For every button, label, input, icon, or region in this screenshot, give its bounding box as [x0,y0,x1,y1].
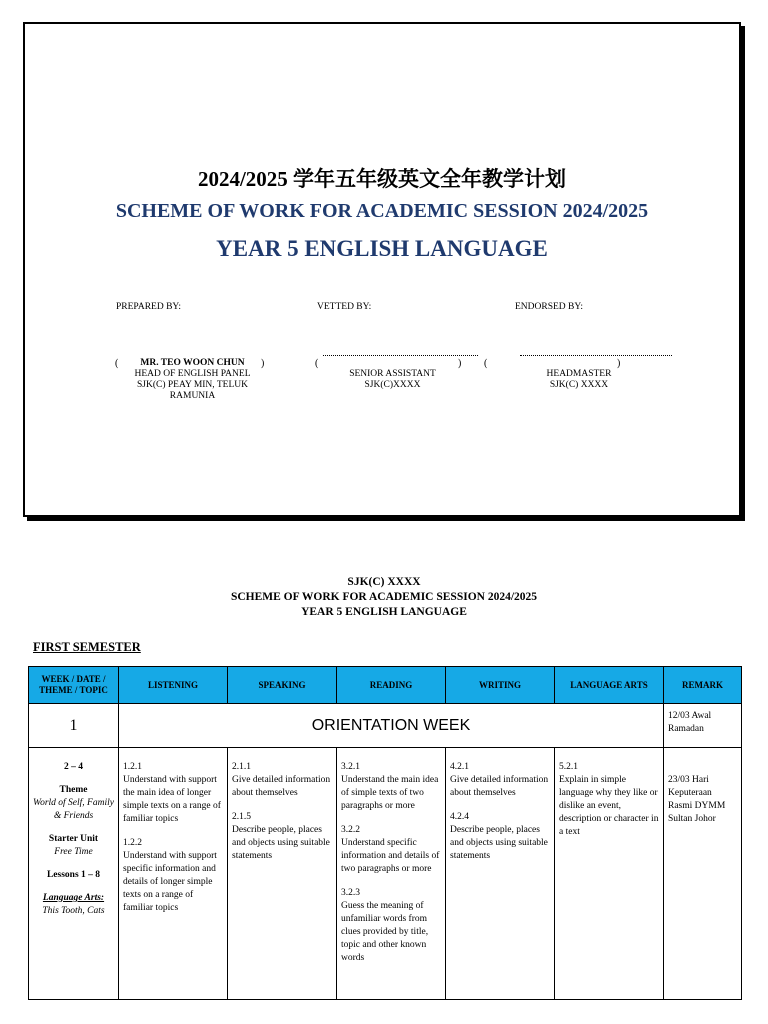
col-header-week: WEEK / DATE / THEME / TOPIC [29,667,119,704]
theme-label: Theme [59,785,88,795]
remark-cell: 23/03 Hari Keputeraan Rasmi DYMM Sultan Johor [664,748,742,1000]
header-school: SJK(C) XXXX [347,576,421,588]
standard-text: Guess the meaning of unfamiliar words from clues provided by title, topic and other known words [341,901,429,963]
speaking-cell [228,748,337,1000]
table-row [29,704,742,748]
lessons-range: Lessons 1 – 8 [46,870,101,880]
standard-text: Understand the main idea of simple texts of two paragraphs or more [341,775,439,811]
standard-code: 4.2.1 [450,762,469,772]
standard-code: 1.2.1 [123,762,142,772]
standard-code: 4.2.4 [450,812,469,822]
vetted-signature-line [323,355,478,356]
vetted-by-label: VETTED BY: [317,302,372,312]
unit-label: Starter Unit [48,834,99,844]
endorsed-paren-open: ( [484,358,488,369]
cover-title-scheme: SCHEME OF WORK FOR ACADEMIC SESSION 2024/2025 [115,200,649,222]
col-header-language-arts: LANGUAGE ARTS [555,667,664,704]
standard-text: Explain in simple language why they like or dislike an event, description or character in a text [559,775,659,837]
scheme-of-work-table [28,666,742,1000]
col-header-reading: READING [337,667,446,704]
vetted-role: SENIOR ASSISTANT [349,369,436,379]
unit-value: Free Time [54,847,93,857]
standard-code: 3.2.3 [341,888,360,898]
writing-cell [446,748,555,1000]
standard-code: 2.1.5 [232,812,251,822]
orientation-week-cell: ORIENTATION WEEK [119,704,664,748]
week-cell: 1 [29,704,119,748]
standard-text: Give detailed information about themselves [232,775,331,798]
language-arts-label: Language Arts: [42,893,105,903]
semester-heading: FIRST SEMESTER [33,640,141,654]
header-scheme: SCHEME OF WORK FOR ACADEMIC SESSION 2024/2025 [230,591,538,603]
endorsed-paren-close: ) [617,358,621,369]
standard-code: 5.2.1 [559,762,578,772]
standard-text: Describe people, places and objects using suitable statements [232,825,330,861]
prepared-paren-open: ( [115,358,119,369]
col-header-listening: LISTENING [119,667,228,704]
vetted-paren-open: ( [315,358,319,369]
standard-text: Describe people, places and objects using suitable statements [450,825,548,861]
listening-cell [119,748,228,1000]
prepared-school: SJK(C) PEAY MIN, TELUK RAMUNIA [136,380,249,401]
standard-code: 1.2.2 [123,838,142,848]
prepared-paren-close: ) [261,358,265,369]
prepared-role: HEAD OF ENGLISH PANEL [134,369,251,379]
endorsed-signature-block [513,369,645,391]
reading-cell [337,748,446,1000]
col-header-remark: REMARK [664,667,742,704]
prepared-name: MR. TEO WOON CHUN [140,358,245,368]
endorsed-by-label: ENDORSED BY: [515,302,584,312]
remark-cell: 12/03 Awal Ramadan [664,704,742,748]
week-range: 2 – 4 [64,762,83,772]
cover-title-chinese: 2024/2025 学年五年级英文全年教学计划 [197,167,567,191]
week-theme-cell [29,748,119,1000]
endorsed-school: SJK(C) XXXX [549,380,609,390]
vetted-paren-close: ) [458,358,462,369]
endorsed-role: HEADMASTER [546,369,612,379]
col-header-writing: WRITING [446,667,555,704]
vetted-signature-block [315,369,470,391]
standard-text: Understand with support specific information and details of longer simple texts on a range of familiar topics [123,851,217,913]
standard-text: Give detailed information about themselves [450,775,549,798]
col-header-speaking: SPEAKING [228,667,337,704]
language-arts-value: This Tooth, Cats [42,906,105,916]
header-year: YEAR 5 ENGLISH LANGUAGE [301,606,467,618]
table-row [29,748,742,1000]
cover-title-year: YEAR 5 ENGLISH LANGUAGE [216,236,548,261]
standard-code: 2.1.1 [232,762,251,772]
table-header-row [29,667,742,704]
document-header [0,575,768,620]
standard-text: Understand specific information and details of two paragraphs or more [341,838,440,874]
standard-text: Understand with support the main idea of longer simple texts on a range of familiar topics [123,775,221,824]
vetted-school: SJK(C)XXXX [364,380,421,390]
cover-page [23,22,741,517]
endorsed-signature-line [520,355,672,356]
theme-value: World of Self, Family & Friends [33,798,114,821]
prepared-signature-block [115,358,270,402]
language-arts-cell [555,748,664,1000]
standard-code: 3.2.2 [341,825,360,835]
standard-code: 3.2.1 [341,762,360,772]
prepared-by-label: PREPARED BY: [116,302,182,312]
